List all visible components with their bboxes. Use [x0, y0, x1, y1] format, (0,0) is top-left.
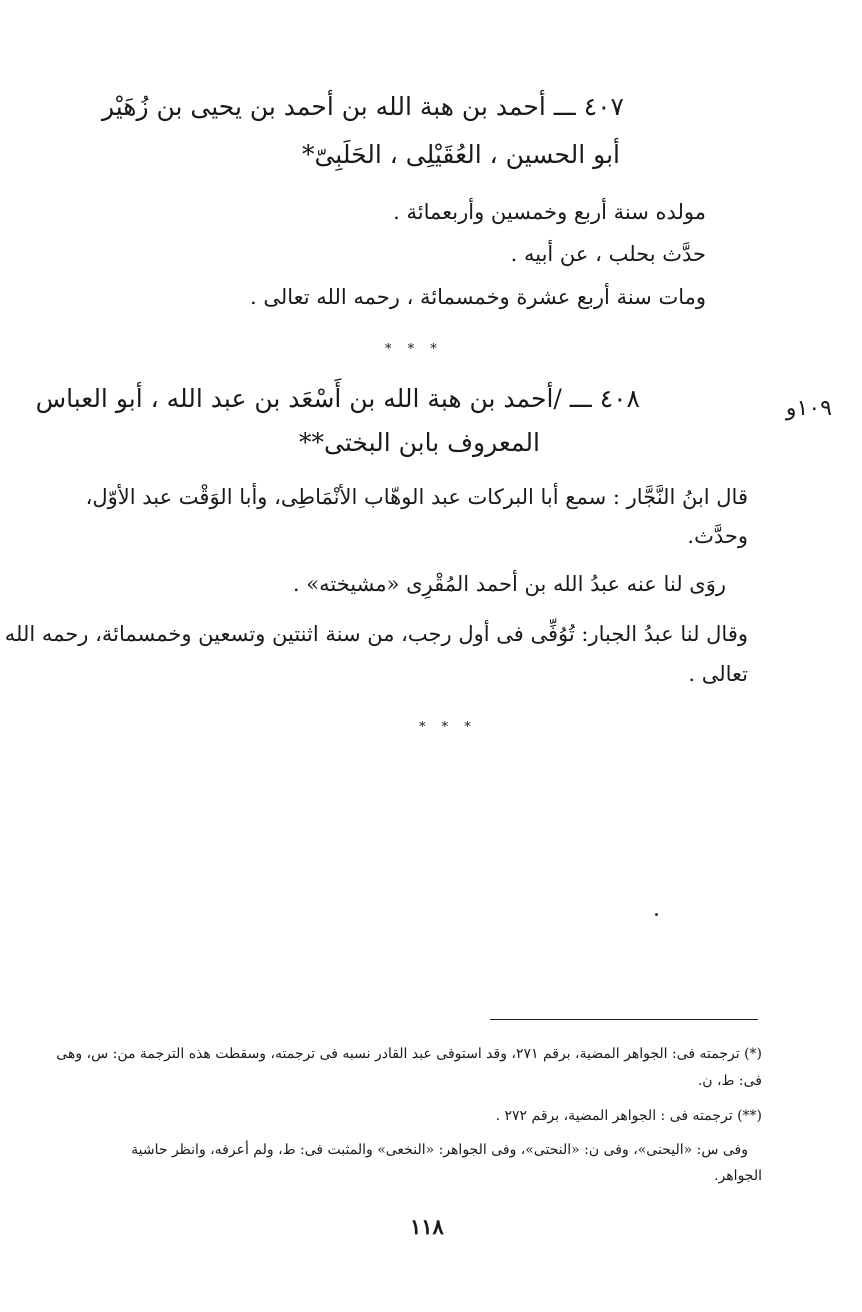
entry-408-paragraph-1-line2: وحدَّث. [687, 524, 748, 548]
footnote-separator-rule [490, 1019, 758, 1020]
entry-407-heading-line1: ٤٠٧ ـــ أحمد بن هبة الله بن أحمد بن يحيى بن زُهَيْر [101, 92, 624, 121]
entry-408-heading-line1: ٤٠٨ ـــ /أحمد بن هبة الله بن أَسْعَد بن عبد الله ، أبو العباس [35, 384, 640, 413]
footnote-1-line2: فى: ط، ن. [697, 1073, 762, 1089]
stray-dot [655, 913, 658, 916]
page-number: ١١٨ [410, 1214, 444, 1239]
entry-408-paragraph-1-line1: قال ابنُ النَّجَّار : سمع أبا البركات عبد الوهّاب الأنْمَاطِى، وأبا الوَقْت عبد الأوّل، [85, 485, 748, 509]
entry-407-paragraph-2: حدَّث بحلب ، عن أبيه . [510, 242, 706, 266]
footnote-2: (**) ترجمته فى : الجواهر المضية، برقم ٢٧٢ . [495, 1108, 762, 1124]
entry-408-paragraph-2: روَى لنا عنه عبدُ الله بن أحمد المُقْرِى «مشيخته» . [292, 572, 726, 596]
entry-407-heading-line2: أبو الحسين ، العُقَيْلِى ، الحَلَبِىّ* [301, 140, 620, 169]
footnote-1-line1: (*) ترجمته فى: الجواهر المضية، برقم ٢٧١، وقد استوفى عبد القادر نسبه فى ترجمته، وسقطت هذه الترجمة من: س، وهى [56, 1046, 762, 1062]
entry-407-paragraph-1: مولده سنة أربع وخمسين وأربعمائة . [393, 200, 706, 224]
entry-408-paragraph-3-line2: تعالى . [688, 662, 748, 686]
entry-408-paragraph-3-line1: وقال لنا عبدُ الجبار: تُوُفِّى فى أول رجب، من سنة اثنتين وتسعين وخمسمائة، رحمه الله [4, 622, 748, 646]
entry-407-paragraph-3: ومات سنة أربع عشرة وخمسمائة ، رحمه الله تعالى . [249, 285, 706, 309]
footnote-3-line2: الجواهر. [714, 1168, 762, 1184]
section-separator: * * * [385, 342, 443, 357]
section-separator: * * * [419, 720, 477, 735]
footnote-3-line1: وفى س: «اليحنى»، وفى ن: «النحتى»، وفى الجواهر: «النخعى» والمثبت فى: ط، ولم أعرفه، وانظر حاشية [131, 1142, 748, 1158]
entry-408-heading-line2: المعروف بابن البختى** [299, 428, 540, 457]
margin-folio-note: ١٠٩و [785, 396, 832, 421]
